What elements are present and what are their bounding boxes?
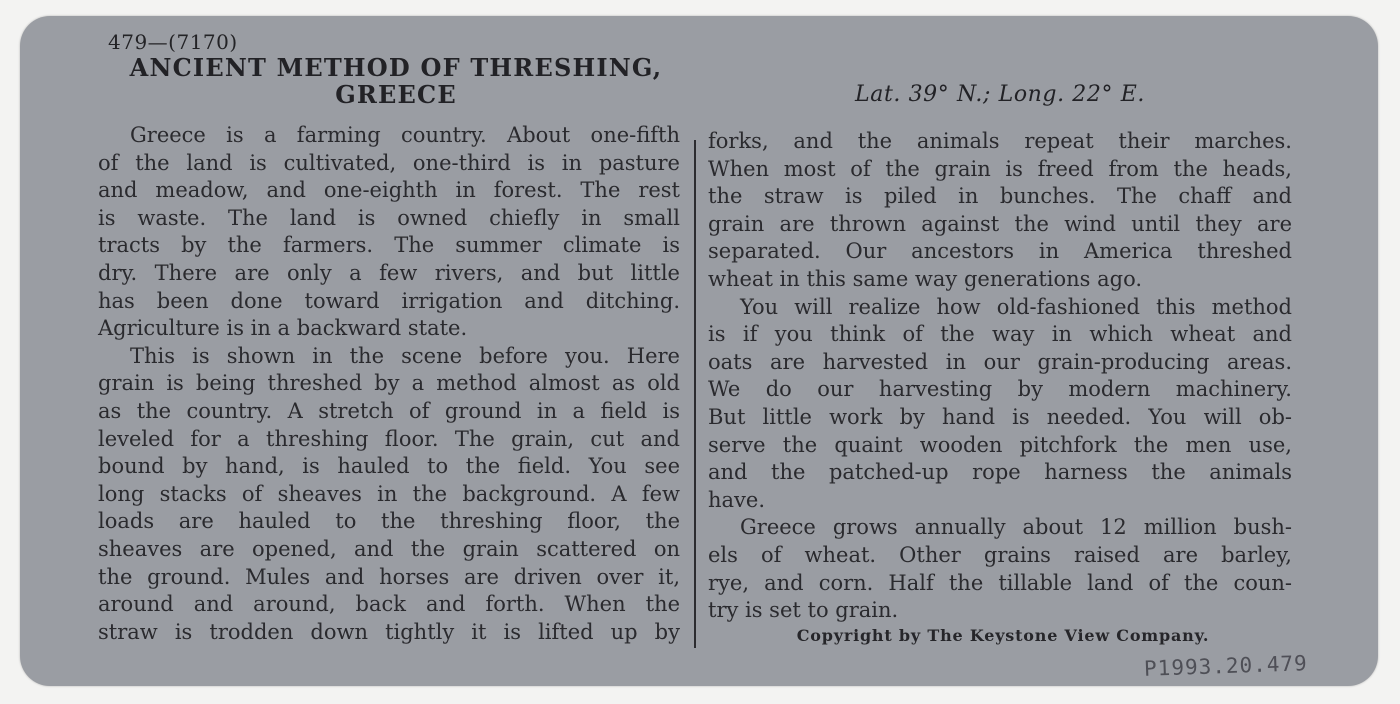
text-line: sheaves are opened, and the grain scattered on xyxy=(98,536,680,561)
text-line: oats are harvested in our grain-producing areas. xyxy=(708,349,1292,374)
left-text-column xyxy=(98,122,680,646)
text-line: This is shown in the scene before you. Here xyxy=(130,343,680,368)
text-line: But little work by hand is needed. You will ob- xyxy=(708,404,1292,429)
text-line: is waste. The land is owned chiefly in small xyxy=(98,205,680,230)
text-line: grain is being threshed by a method almost as old xyxy=(98,371,680,396)
text-line: loads are hauled to the threshing floor, the xyxy=(98,509,680,534)
text-line: tracts by the farmers. The summer climate is xyxy=(98,233,680,258)
text-line: rye, and corn. Half the tillable land of the coun- xyxy=(708,570,1292,595)
coordinates: Lat. 39° N.; Long. 22° E. xyxy=(855,82,1145,107)
title-line-2: GREECE xyxy=(335,80,457,109)
text-line: wheat in this same way generations ago. xyxy=(708,266,1143,291)
text-line: grain are thrown against the wind until they are xyxy=(708,211,1292,236)
text-line: separated. Our ancestors in America threshed xyxy=(708,239,1292,264)
text-line: dry. There are only a few rivers, and but little xyxy=(98,260,680,285)
handwritten-accession-number: P1993.20.479 xyxy=(1143,651,1309,681)
text-line: bound by hand, is hauled to the field. You see xyxy=(98,454,680,479)
card-title xyxy=(104,54,688,108)
text-line: and the patched-up rope harness the animals xyxy=(708,460,1292,485)
reference-number: 479—(7170) xyxy=(108,30,238,54)
text-line: is if you think of the way in which wheat and xyxy=(708,322,1292,347)
stereoview-card-back xyxy=(20,16,1378,686)
text-line: has been done toward irrigation and ditching. xyxy=(98,288,680,313)
right-text-column xyxy=(708,128,1292,625)
text-line: Agriculture is in a backward state. xyxy=(98,316,468,341)
text-line: serve the quaint wooden pitchfork the men use, xyxy=(708,432,1292,457)
column-divider xyxy=(694,140,696,648)
text-line: Greece grows annually about 12 million bush- xyxy=(740,515,1292,540)
copyright-notice: Copyright by The Keystone View Company. xyxy=(796,626,1210,645)
text-line: the straw is piled in bunches. The chaff and xyxy=(708,184,1292,209)
text-line: try is set to grain. xyxy=(708,598,899,623)
text-line: of the land is cultivated, one-third is in pasture xyxy=(98,150,680,175)
text-line: You will realize how old-fashioned this method xyxy=(740,294,1292,319)
text-line: as the country. A stretch of ground in a field is xyxy=(98,398,680,423)
text-line: We do our harvesting by modern machinery. xyxy=(708,377,1292,402)
text-line: leveled for a threshing floor. The grain, cut and xyxy=(98,426,680,451)
title-line-1: ANCIENT METHOD OF THRESHING, xyxy=(129,53,663,82)
text-line: Greece is a farming country. About one-fifth xyxy=(130,123,680,147)
text-line: forks, and the animals repeat their marches. xyxy=(708,129,1292,153)
text-line: straw is trodden down tightly it is lifted up by xyxy=(98,619,680,644)
text-line: the ground. Mules and horses are driven over it, xyxy=(98,564,680,589)
text-line: have. xyxy=(708,487,766,512)
text-line: and meadow, and one-eighth in forest. The rest xyxy=(98,178,680,203)
text-line: around and around, back and forth. When the xyxy=(98,592,680,617)
text-line: els of wheat. Other grains raised are barley, xyxy=(708,542,1292,567)
text-line: When most of the grain is freed from the heads, xyxy=(708,156,1292,181)
text-line: long stacks of sheaves in the background. A few xyxy=(98,481,680,506)
